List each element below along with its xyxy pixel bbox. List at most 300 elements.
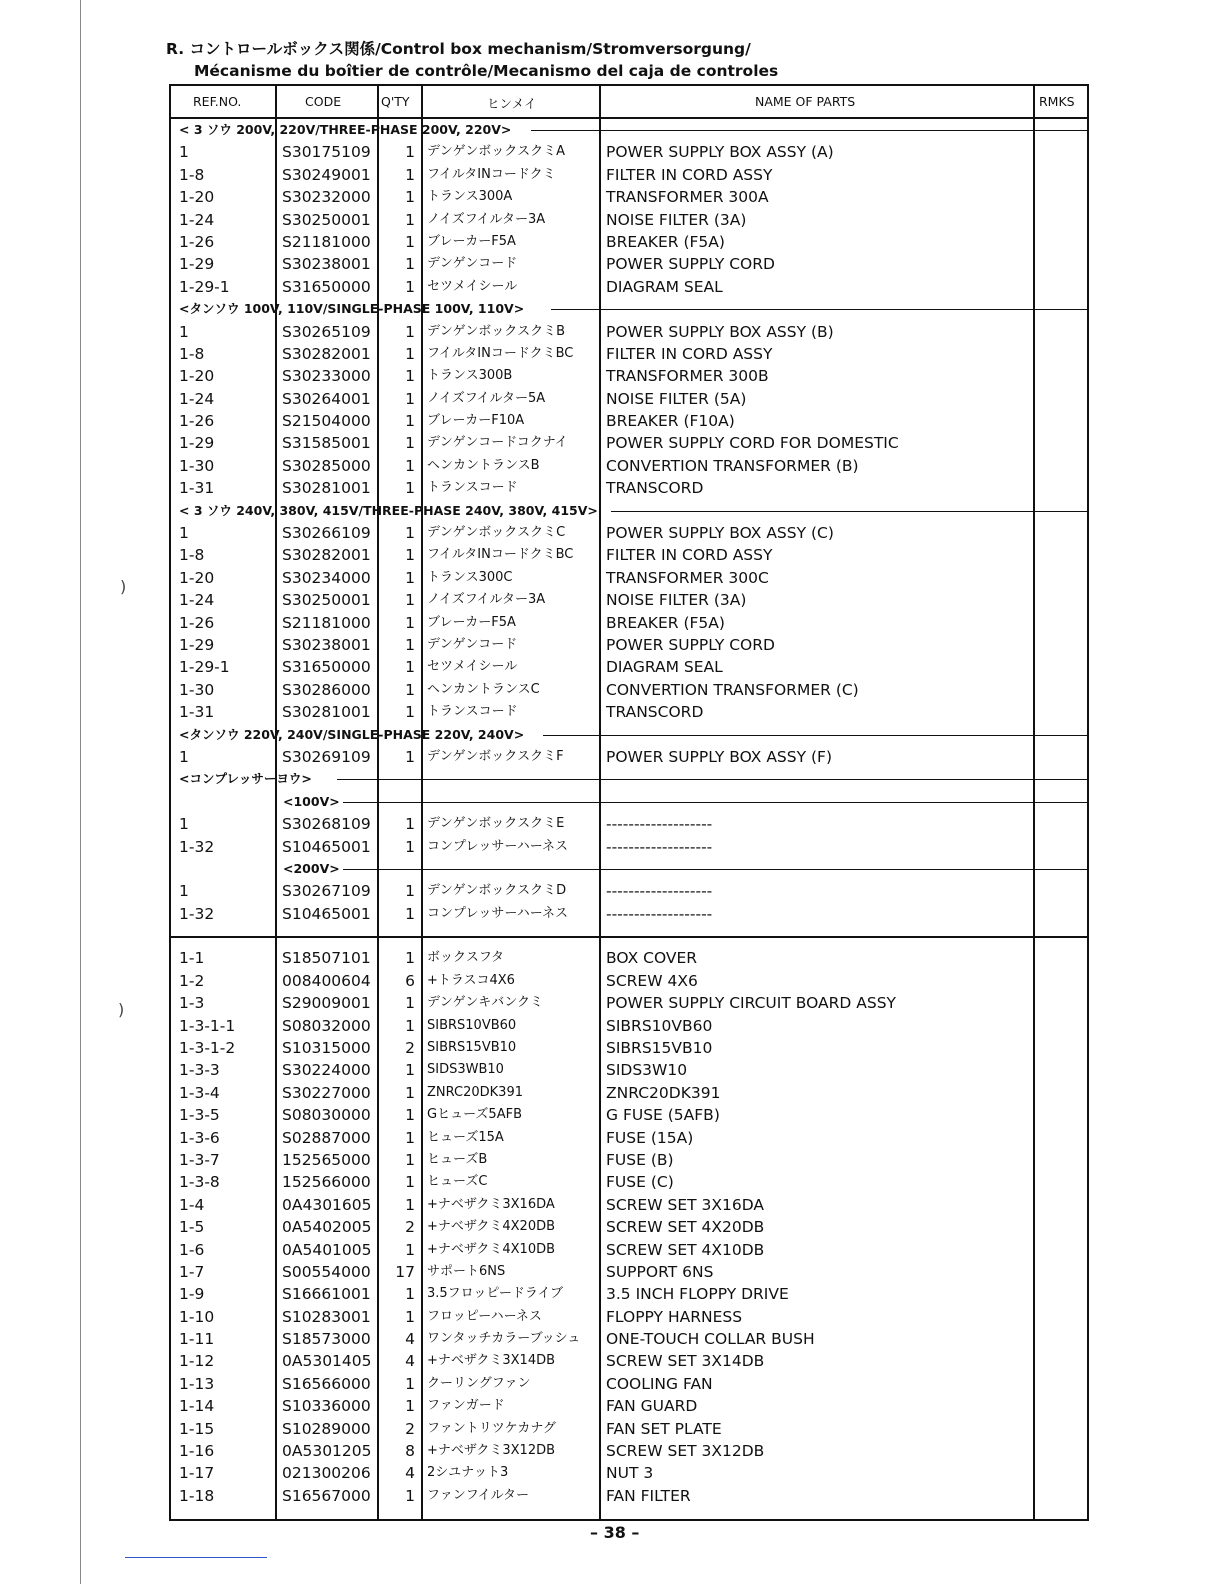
table-row <box>171 1149 1087 1171</box>
qty-cell: 1 <box>405 1397 415 1416</box>
table-row <box>171 903 1087 925</box>
jp-name-cell: SIBRS10VB60 <box>427 1017 517 1033</box>
ref-cell: 1 <box>179 524 189 543</box>
ref-cell: 1-32 <box>179 837 215 856</box>
ref-cell: 1-16 <box>179 1442 215 1461</box>
code-cell: S30249001 <box>282 165 371 184</box>
ref-cell: 1-3-7 <box>179 1150 220 1169</box>
table-row <box>171 209 1087 231</box>
table-row <box>171 1306 1087 1328</box>
qty-cell: 1 <box>405 456 415 475</box>
part-name-cell: ------------------- <box>606 882 713 901</box>
part-name-cell: SIDS3W10 <box>606 1061 688 1080</box>
qty-cell: 1 <box>405 344 415 363</box>
jp-name-cell: ファントリツケカナグ <box>427 1420 556 1436</box>
ref-cell: 1-24 <box>179 210 215 229</box>
jp-name-cell: フイルタINコードクミBC <box>427 547 574 563</box>
jp-name-cell: トランス300A <box>427 189 513 205</box>
qty-cell: 1 <box>405 680 415 699</box>
qty-cell: 4 <box>405 1352 415 1371</box>
code-cell: S30234000 <box>282 568 371 587</box>
ref-cell: 1-7 <box>179 1262 205 1281</box>
ref-cell: 1-3-1-1 <box>179 1016 236 1035</box>
ref-cell: 1 <box>179 815 189 834</box>
jp-name-cell: ブレーカーF5A <box>427 233 516 249</box>
table-row <box>171 1194 1087 1216</box>
ref-cell: 1-29 <box>179 255 215 274</box>
qty-cell: 1 <box>405 1173 415 1192</box>
ref-cell: 1-8 <box>179 344 205 363</box>
code-cell: 152566000 <box>282 1173 371 1192</box>
ref-cell: 1-13 <box>179 1374 215 1393</box>
code-cell: S10315000 <box>282 1039 371 1058</box>
table-header <box>171 86 1087 119</box>
qty-cell: 1 <box>405 882 415 901</box>
code-cell: S30264001 <box>282 389 371 408</box>
jp-name-cell: デンゲンボックスクミD <box>427 883 567 899</box>
section-rule <box>611 511 1087 512</box>
table-body <box>171 119 1087 1507</box>
code-cell: S31585001 <box>282 434 371 453</box>
ref-cell: 1-8 <box>179 546 205 565</box>
qty-cell: 1 <box>405 591 415 610</box>
qty-cell: 17 <box>395 1262 415 1281</box>
code-cell: S31650000 <box>282 277 371 296</box>
ref-cell: 1-17 <box>179 1464 215 1483</box>
table-row <box>171 1082 1087 1104</box>
code-cell: S30227000 <box>282 1083 371 1102</box>
code-cell: S30282001 <box>282 546 371 565</box>
jp-name-cell: デンゲンボックスクミA <box>427 144 565 160</box>
code-cell: S00554000 <box>282 1262 371 1281</box>
part-name-cell: BREAKER (F5A) <box>606 232 725 251</box>
jp-name-cell: トランスコード <box>427 480 518 496</box>
code-cell: S16566000 <box>282 1374 371 1393</box>
qty-cell: 1 <box>405 1083 415 1102</box>
table-row <box>171 1395 1087 1417</box>
qty-cell: 1 <box>405 389 415 408</box>
code-cell: S21181000 <box>282 613 371 632</box>
ref-cell: 1-2 <box>179 971 205 990</box>
section-rule <box>343 869 1087 870</box>
part-name-cell: POWER SUPPLY BOX ASSY (A) <box>606 143 834 162</box>
qty-cell: 2 <box>405 1039 415 1058</box>
qty-cell: 1 <box>405 658 415 677</box>
qty-cell: 1 <box>405 1016 415 1035</box>
jp-name-cell: +ナベザクミ4X20DB <box>427 1219 556 1235</box>
code-cell: S30285000 <box>282 456 371 475</box>
section-heading <box>171 500 1087 522</box>
table-row <box>171 1171 1087 1193</box>
table-row <box>171 1127 1087 1149</box>
part-name-cell: FAN GUARD <box>606 1397 698 1416</box>
table-row <box>171 1015 1087 1037</box>
jp-name-cell: ヘンカントランスB <box>427 457 540 473</box>
footnote-line <box>125 1557 267 1558</box>
section-heading-label: <コンプレッサーヨウ> <box>179 771 312 787</box>
table-row <box>171 1239 1087 1261</box>
qty-cell: 1 <box>405 1150 415 1169</box>
jp-name-cell: ノイズフイルター3A <box>427 211 546 227</box>
ref-cell: 1-3-8 <box>179 1173 220 1192</box>
part-name-cell: SCREW SET 3X16DA <box>606 1195 764 1214</box>
table-row <box>171 1216 1087 1238</box>
section-rule <box>531 130 1087 131</box>
ref-cell: 1-20 <box>179 367 215 386</box>
table-row <box>171 656 1087 678</box>
table-row <box>171 1261 1087 1283</box>
code-cell: S30265109 <box>282 322 371 341</box>
table-row <box>171 164 1087 186</box>
ref-cell: 1-26 <box>179 613 215 632</box>
part-name-cell: FILTER IN CORD ASSY <box>606 165 773 184</box>
ref-cell: 1-14 <box>179 1397 215 1416</box>
jp-name-cell: コンプレッサーハーネス <box>427 838 569 854</box>
part-name-cell: FAN SET PLATE <box>606 1419 722 1438</box>
qty-cell: 1 <box>405 412 415 431</box>
section-heading <box>171 724 1087 746</box>
part-name-cell: FILTER IN CORD ASSY <box>606 344 773 363</box>
jp-name-cell: セツメイシール <box>427 278 518 294</box>
jp-name-cell: デンゲンキバンクミ <box>427 995 543 1011</box>
qty-cell: 1 <box>405 1486 415 1505</box>
jp-name-cell: サポート6NS <box>427 1263 506 1279</box>
ref-cell: 1-3-4 <box>179 1083 220 1102</box>
table-row <box>171 231 1087 253</box>
jp-name-cell: トランス300C <box>427 569 513 585</box>
code-cell: S10465001 <box>282 837 371 856</box>
table-row <box>171 522 1087 544</box>
jp-name-cell: +ナベザクミ4X10DB <box>427 1241 556 1257</box>
qty-cell: 1 <box>405 1061 415 1080</box>
code-cell: S30250001 <box>282 210 371 229</box>
jp-name-cell: SIDS3WB10 <box>427 1062 504 1078</box>
table-row <box>171 186 1087 208</box>
part-name-cell: POWER SUPPLY BOX ASSY (C) <box>606 524 834 543</box>
section-heading <box>171 119 1087 141</box>
ref-cell: 1-6 <box>179 1240 205 1259</box>
code-cell: S30232000 <box>282 188 371 207</box>
part-name-cell: POWER SUPPLY CORD <box>606 635 775 654</box>
table-row <box>171 477 1087 499</box>
table-row <box>171 1462 1087 1484</box>
jp-name-cell: 3.5フロッピードライブ <box>427 1286 564 1302</box>
code-cell: S30267109 <box>282 882 371 901</box>
part-name-cell: ------------------- <box>606 815 713 834</box>
code-cell: S30250001 <box>282 591 371 610</box>
qty-cell: 1 <box>405 546 415 565</box>
qty-cell: 1 <box>405 1195 415 1214</box>
ref-cell: 1-3-5 <box>179 1106 220 1125</box>
part-name-cell: ZNRC20DK391 <box>606 1083 721 1102</box>
section-rule <box>337 779 1087 780</box>
section-heading <box>171 791 1087 813</box>
section-rule <box>551 309 1087 310</box>
ref-cell: 1 <box>179 322 189 341</box>
ref-cell: 1-1 <box>179 949 205 968</box>
qty-cell: 1 <box>405 210 415 229</box>
part-name-cell: NOISE FILTER (5A) <box>606 389 747 408</box>
table-row <box>171 567 1087 589</box>
part-name-cell: TRANSFORMER 300A <box>606 188 769 207</box>
qty-cell: 4 <box>405 1330 415 1349</box>
table-row <box>171 343 1087 365</box>
jp-name-cell: SIBRS15VB10 <box>427 1040 517 1056</box>
table-row <box>171 276 1087 298</box>
code-cell: S18507101 <box>282 949 371 968</box>
section-heading-label: <タンソウ 220V, 240V/SINGLE-PHASE 220V, 240V> <box>179 726 525 742</box>
header-ref: REF.NO. <box>193 94 242 109</box>
part-name-cell: G FUSE (5AFB) <box>606 1106 720 1125</box>
qty-cell: 1 <box>405 1285 415 1304</box>
part-name-cell: 3.5 INCH FLOPPY DRIVE <box>606 1285 789 1304</box>
ref-cell: 1-31 <box>179 703 215 722</box>
jp-name-cell: 2シユナット3 <box>427 1465 509 1481</box>
qty-cell: 1 <box>405 613 415 632</box>
table-row <box>171 1373 1087 1395</box>
jp-name-cell: ファンフイルター <box>427 1487 530 1503</box>
part-name-cell: DIAGRAM SEAL <box>606 658 723 677</box>
qty-cell: 1 <box>405 322 415 341</box>
code-cell: S08032000 <box>282 1016 371 1035</box>
part-name-cell: TRANSCORD <box>606 479 704 498</box>
qty-cell: 1 <box>405 367 415 386</box>
table-row <box>171 701 1087 723</box>
qty-cell: 1 <box>405 143 415 162</box>
jp-name-cell: ブレーカーF5A <box>427 614 516 630</box>
table-row <box>171 321 1087 343</box>
jp-name-cell: ブレーカーF10A <box>427 413 525 429</box>
table-row <box>171 1328 1087 1350</box>
part-name-cell: TRANSFORMER 300C <box>606 568 769 587</box>
part-name-cell: DIAGRAM SEAL <box>606 277 723 296</box>
qty-cell: 2 <box>405 1218 415 1237</box>
qty-cell: 1 <box>405 1374 415 1393</box>
ref-cell: 1-30 <box>179 680 215 699</box>
part-name-cell: FILTER IN CORD ASSY <box>606 546 773 565</box>
code-cell: S30238001 <box>282 635 371 654</box>
code-cell: S30282001 <box>282 344 371 363</box>
ref-cell: 1-26 <box>179 232 215 251</box>
table-row <box>171 1104 1087 1126</box>
table-row <box>171 455 1087 477</box>
ref-cell: 1 <box>179 143 189 162</box>
ref-cell: 1 <box>179 747 189 766</box>
table-row <box>171 992 1087 1014</box>
table-row <box>171 1283 1087 1305</box>
ref-cell: 1-9 <box>179 1285 205 1304</box>
table-row <box>171 947 1087 969</box>
jp-name-cell: デンゲンコード <box>427 256 518 272</box>
table-row <box>171 612 1087 634</box>
jp-name-cell: トランス300B <box>427 368 513 384</box>
code-cell: S30233000 <box>282 367 371 386</box>
ref-cell: 1-3 <box>179 994 205 1013</box>
table-row <box>171 746 1087 768</box>
table-row <box>171 1059 1087 1081</box>
group-separator <box>171 925 1087 947</box>
scan-mark: ) <box>118 1000 125 1019</box>
code-cell: 0A5402005 <box>282 1218 372 1237</box>
part-name-cell: SIBRS15VB10 <box>606 1039 713 1058</box>
ref-cell: 1-20 <box>179 188 215 207</box>
jp-name-cell: ワンタッチカラーブッシュ <box>427 1331 581 1347</box>
table-row <box>171 1485 1087 1507</box>
jp-name-cell: デンゲンボックスクミC <box>427 525 566 541</box>
jp-name-cell: Gヒューズ5AFB <box>427 1107 522 1123</box>
part-name-cell: ONE-TOUCH COLLAR BUSH <box>606 1330 815 1349</box>
table-row <box>171 388 1087 410</box>
title-line-2: Mécanisme du boîtier de contrôle/Mecanismo del caja de controles <box>194 62 779 80</box>
table-row <box>171 1418 1087 1440</box>
part-name-cell: SIBRS10VB60 <box>606 1016 713 1035</box>
ref-cell: 1-18 <box>179 1486 215 1505</box>
table-row <box>171 880 1087 902</box>
jp-name-cell: デンゲンボックスクミE <box>427 816 565 832</box>
jp-name-cell: ボックスフタ <box>427 950 504 966</box>
qty-cell: 1 <box>405 703 415 722</box>
scan-mark: ) <box>120 577 127 596</box>
part-name-cell: FUSE (C) <box>606 1173 674 1192</box>
section-letter: R. <box>166 40 185 58</box>
page-number: – 38 – <box>590 1523 640 1542</box>
ref-cell: 1-30 <box>179 456 215 475</box>
qty-cell: 1 <box>405 635 415 654</box>
code-cell: 0A5401005 <box>282 1240 372 1259</box>
ref-cell: 1-4 <box>179 1195 205 1214</box>
section-heading <box>171 298 1087 320</box>
code-cell: S30268109 <box>282 815 371 834</box>
code-cell: S30224000 <box>282 1061 371 1080</box>
jp-name-cell: フロッピーハーネス <box>427 1308 542 1324</box>
section-heading-label: <タンソウ 100V, 110V/SINGLE-PHASE 100V, 110V> <box>179 301 525 317</box>
ref-cell: 1-24 <box>179 591 215 610</box>
table-row <box>171 1037 1087 1059</box>
jp-name-cell: ファンガード <box>427 1398 505 1414</box>
table-row <box>171 1350 1087 1372</box>
code-cell: S10283001 <box>282 1307 371 1326</box>
qty-cell: 6 <box>405 971 415 990</box>
section-heading-label: <200V> <box>283 860 340 876</box>
ref-cell: 1-29-1 <box>179 658 230 677</box>
title-line-1: コントロールボックス関係/Control box mechanism/Stromversorgung/ <box>189 40 751 58</box>
part-name-cell: CONVERTION TRANSFORMER (C) <box>606 680 859 699</box>
ref-cell: 1-3-1-2 <box>179 1039 236 1058</box>
table-row <box>171 141 1087 163</box>
ref-cell: 1-26 <box>179 412 215 431</box>
code-cell: 152565000 <box>282 1150 371 1169</box>
separator-rule <box>171 936 1087 938</box>
qty-cell: 1 <box>405 524 415 543</box>
part-name-cell: CONVERTION TRANSFORMER (B) <box>606 456 859 475</box>
header-code: CODE <box>305 94 342 109</box>
part-name-cell: POWER SUPPLY BOX ASSY (F) <box>606 747 833 766</box>
jp-name-cell: デンゲンボックスクミF <box>427 748 564 764</box>
part-name-cell: FUSE (15A) <box>606 1128 694 1147</box>
ref-cell: 1-10 <box>179 1307 215 1326</box>
table-row <box>171 589 1087 611</box>
code-cell: S10289000 <box>282 1419 371 1438</box>
jp-name-cell: ノイズフイルター5A <box>427 390 546 406</box>
qty-cell: 1 <box>405 949 415 968</box>
part-name-cell: BREAKER (F10A) <box>606 412 735 431</box>
code-cell: S10336000 <box>282 1397 371 1416</box>
ref-cell: 1-31 <box>179 479 215 498</box>
jp-name-cell: ノイズフイルター3A <box>427 592 546 608</box>
part-name-cell: SCREW SET 3X14DB <box>606 1352 765 1371</box>
jp-name-cell: コンプレッサーハーネス <box>427 905 569 921</box>
qty-cell: 1 <box>405 255 415 274</box>
section-rule <box>343 802 1087 803</box>
code-cell: S31650000 <box>282 658 371 677</box>
code-cell: 0A5301405 <box>282 1352 372 1371</box>
table-row <box>171 365 1087 387</box>
part-name-cell: SUPPORT 6NS <box>606 1262 714 1281</box>
section-heading-label: < 3 ソウ 200V, 220V/THREE-PHASE 200V, 220V> <box>179 122 512 137</box>
qty-cell: 1 <box>405 434 415 453</box>
ref-cell: 1-15 <box>179 1419 215 1438</box>
section-rule <box>543 735 1087 736</box>
ref-cell: 1 <box>179 882 189 901</box>
qty-cell: 1 <box>405 232 415 251</box>
part-name-cell: COOLING FAN <box>606 1374 713 1393</box>
table-row <box>171 1440 1087 1462</box>
qty-cell: 4 <box>405 1464 415 1483</box>
qty-cell: 1 <box>405 1128 415 1147</box>
qty-cell: 1 <box>405 994 415 1013</box>
qty-cell: 1 <box>405 568 415 587</box>
ref-cell: 1-24 <box>179 389 215 408</box>
jp-name-cell: ヘンカントランスC <box>427 681 540 697</box>
ref-cell: 1-11 <box>179 1330 215 1349</box>
code-cell: S30175109 <box>282 143 371 162</box>
parts-table <box>169 84 1089 1521</box>
header-rmks: RMKS <box>1039 94 1075 109</box>
part-name-cell: TRANSCORD <box>606 703 704 722</box>
qty-cell: 1 <box>405 1307 415 1326</box>
code-cell: S16567000 <box>282 1486 371 1505</box>
code-cell: S30238001 <box>282 255 371 274</box>
table-row <box>171 970 1087 992</box>
ref-cell: 1-20 <box>179 568 215 587</box>
table-row <box>171 410 1087 432</box>
qty-cell: 1 <box>405 277 415 296</box>
code-cell: 0A5301205 <box>282 1442 372 1461</box>
jp-name-cell: デンゲンコード <box>427 636 518 652</box>
code-cell: S21504000 <box>282 412 371 431</box>
code-cell: S08030000 <box>282 1106 371 1125</box>
table-row <box>171 634 1087 656</box>
ref-cell: 1-5 <box>179 1218 205 1237</box>
part-name-cell: POWER SUPPLY BOX ASSY (B) <box>606 322 834 341</box>
qty-cell: 8 <box>405 1442 415 1461</box>
qty-cell: 1 <box>405 188 415 207</box>
qty-cell: 1 <box>405 747 415 766</box>
section-heading <box>171 858 1087 880</box>
part-name-cell: BOX COVER <box>606 949 698 968</box>
part-name-cell: SCREW SET 4X20DB <box>606 1218 765 1237</box>
code-cell: S16661001 <box>282 1285 371 1304</box>
ref-cell: 1-12 <box>179 1352 215 1371</box>
part-name-cell: SCREW 4X6 <box>606 971 698 990</box>
code-cell: S29009001 <box>282 994 371 1013</box>
code-cell: 008400604 <box>282 971 371 990</box>
jp-name-cell: +ナベザクミ3X12DB <box>427 1443 556 1459</box>
qty-cell: 1 <box>405 165 415 184</box>
header-qty: Q'TY <box>381 94 410 109</box>
jp-name-cell: ヒューズ15A <box>427 1129 504 1145</box>
qty-cell: 1 <box>405 1240 415 1259</box>
